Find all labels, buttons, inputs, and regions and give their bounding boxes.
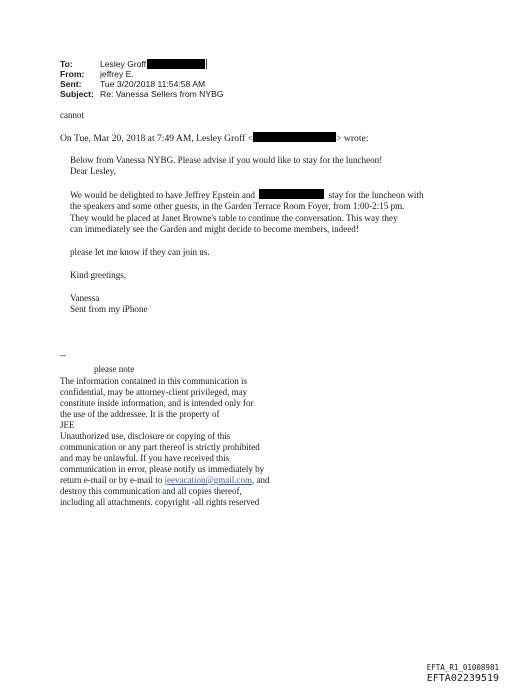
redaction-bar [147, 59, 205, 69]
disclaimer-line: JEE [60, 420, 75, 430]
subject-label: Subject: [60, 89, 94, 100]
message-closing: Kind greetings, [70, 270, 127, 280]
bates-number-large: EFTA02239519 [426, 673, 499, 684]
sent-label: Sent: [60, 79, 82, 90]
message-text: We would be delighted to have Jeffrey Epstein and [70, 190, 255, 200]
to-label: To: [60, 59, 73, 69]
email-link[interactable]: jeevacation@gmail.com [164, 475, 252, 485]
message-line [70, 189, 424, 201]
signature-sent-from: Sent from my iPhone [70, 304, 148, 315]
quote-intro-after: > wrote: [336, 133, 369, 144]
from-label: From: [60, 69, 85, 80]
disclaimer-line: destroy this communication and all copies thereof, [60, 486, 242, 496]
quote-intro-before: On Tue, Mar 20, 2018 at 7:49 AM, Lesley Groff < [60, 133, 254, 144]
bates-number-small: EFTA_R1_01008981 [426, 663, 499, 672]
to-value: Lesley Groff [100, 59, 147, 69]
message-line: Below from Vanessa NYBG. Please advise if you would like to stay for the luncheon! [70, 155, 383, 165]
footer-note: please note [94, 364, 135, 374]
disclaimer-line: including all attachments. copyright -all rights reserved [60, 497, 260, 507]
message-line: They would be placed at Janet Browne's table to continue the conversation. This way they [70, 212, 398, 223]
message-line: the speakers and some other guests, in the Garden Terrace Room Foyer, from 1:00-2:15 pm. [70, 201, 405, 212]
message-text: stay for the luncheon with [328, 190, 424, 200]
message-signature [70, 293, 148, 316]
disclaimer-line: The information contained in this communication is [60, 376, 247, 386]
message-paragraph-2: please let me know if they can join us. [70, 247, 210, 257]
disclaimer-line: the use of the addressee. It is the property of [60, 409, 220, 419]
message-greeting: Dear Lesley, [70, 166, 116, 177]
disclaimer-text: , and [251, 475, 270, 485]
from-value: jeffrey E. [100, 69, 134, 80]
disclaimer [60, 376, 269, 508]
signature-name: Vanessa [70, 293, 100, 303]
message-paragraph-1 [70, 189, 424, 235]
quoted-message [70, 155, 382, 178]
redaction-bar [259, 189, 324, 199]
to-row [60, 59, 224, 69]
quote-intro [60, 132, 368, 144]
disclaimer-line: confidential, may be attorney-client privileged, may [60, 387, 248, 397]
from-row [60, 69, 224, 79]
sent-row [60, 79, 224, 89]
sent-value: Tue 3/20/2018 11:54:58 AM [100, 79, 206, 90]
disclaimer-line: communication or any part thereof is strictly prohibited [60, 442, 260, 452]
disclaimer-line: Unauthorized use, disclosure or copying of this [60, 431, 231, 441]
reply-text: cannot [60, 110, 84, 120]
disclaimer-line: constitute inside information, and is intended only for [60, 398, 254, 408]
message-line: can immediately see the Garden and might decide to become members, indeed! [70, 223, 359, 234]
redaction-edge [206, 59, 207, 69]
separator-dashes: -- [60, 350, 66, 360]
disclaimer-line: communication in error, please notify us immediately by [60, 464, 265, 474]
disclaimer-line: and may be unlawful. If you have received this [60, 453, 230, 463]
redaction-bar [253, 132, 336, 142]
subject-row [60, 89, 224, 99]
subject-value: Re: Vanessa Sellers from NYBG [100, 89, 224, 100]
disclaimer-line [60, 475, 269, 486]
email-header [60, 59, 224, 99]
disclaimer-text: return e-mail or by e-mail to [60, 475, 165, 485]
